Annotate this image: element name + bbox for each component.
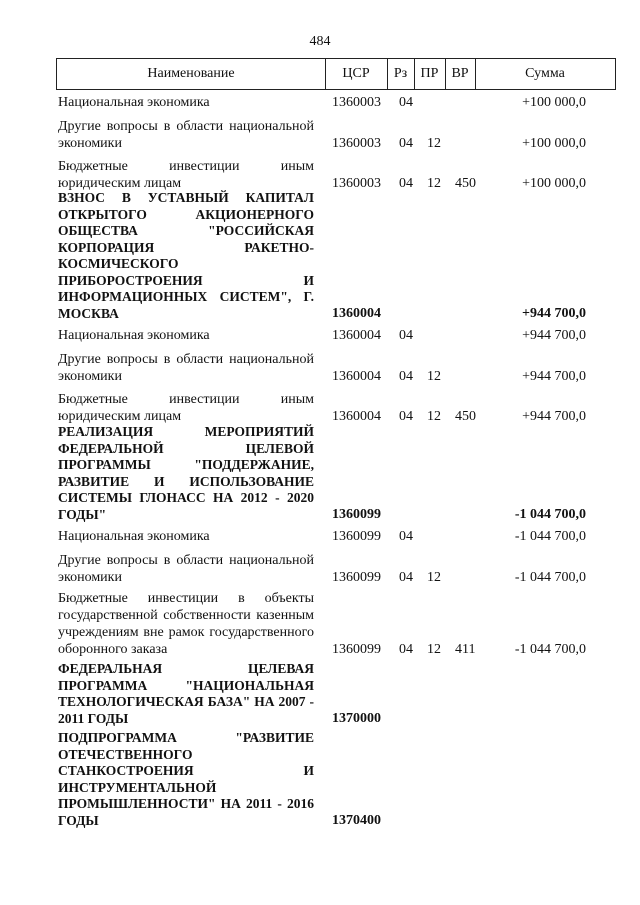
row-name: Национальная экономика [58, 529, 210, 544]
row-rz: 04 [399, 176, 413, 191]
row-sum: +944 700,0 [522, 369, 586, 384]
header-csr: ЦСР [325, 59, 388, 89]
row-pr: 12 [427, 570, 441, 585]
row-csr: 1360004 [332, 369, 381, 384]
table-header [56, 58, 616, 90]
header-sum: Сумма [525, 66, 565, 81]
row-csr: 1360004 [332, 328, 381, 343]
row-sum: -1 044 700,0 [514, 507, 586, 522]
row-name: ПОДПРОГРАММА "РАЗВИТИЕ ОТЕЧЕСТВЕННОГО СТАНКОСТРОЕНИЯ И ИНСТРУМЕНТАЛЬНОЙ ПРОМЫШЛЕННОСТИ" НА 2011 - 2016 ГОДЫ [58, 730, 314, 828]
row-name: Национальная экономика [58, 95, 210, 110]
row-vr: 450 [455, 409, 476, 424]
row-name: Другие вопросы в области национальной экономики [58, 119, 314, 151]
table-row [0, 117, 640, 152]
row-rz: 04 [399, 409, 413, 424]
row-pr: 12 [427, 369, 441, 384]
header-rz: Рз [387, 59, 415, 89]
row-sum: +944 700,0 [522, 328, 586, 343]
row-sum: +944 700,0 [522, 409, 586, 424]
row-name: Другие вопросы в области национальной экономики [58, 553, 314, 585]
row-vr: 450 [455, 176, 476, 191]
table-row [0, 390, 640, 425]
header-pr: ПР [414, 59, 446, 89]
row-sum: -1 044 700,0 [514, 529, 586, 544]
row-csr: 1360003 [332, 95, 381, 110]
table-row [0, 551, 640, 586]
row-rz: 04 [399, 642, 413, 657]
table-row [0, 157, 640, 192]
row-pr: 12 [427, 136, 441, 151]
row-csr: 1360003 [332, 136, 381, 151]
table-row-section [0, 424, 640, 523]
row-csr: 1360004 [332, 409, 381, 424]
row-sum: +944 700,0 [522, 306, 586, 321]
table-row-section [0, 731, 640, 829]
table-row [0, 350, 640, 385]
row-csr: 1370000 [332, 711, 381, 726]
table-row [0, 326, 640, 344]
row-csr: 1360099 [332, 642, 381, 657]
row-sum: -1 044 700,0 [514, 642, 586, 657]
row-name: Бюджетные инвестиции в объекты государственной собственности казенным учреждениям вне рамок государственного оборонного заказа [58, 591, 314, 657]
row-rz: 04 [399, 529, 413, 544]
table-row-section [0, 661, 640, 727]
table-row [0, 93, 640, 111]
table-row [0, 527, 640, 545]
row-name: ФЕДЕРАЛЬНАЯ ЦЕЛЕВАЯ ПРОГРАММА "НАЦИОНАЛЬНАЯ ТЕХНОЛОГИЧЕСКАЯ БАЗА" НА 2007 - 2011 ГОДЫ [58, 661, 314, 726]
row-rz: 04 [399, 136, 413, 151]
row-csr: 1360099 [332, 507, 381, 522]
row-sum: +100 000,0 [522, 136, 586, 151]
row-csr: 1360004 [332, 306, 381, 321]
row-sum: -1 044 700,0 [514, 570, 586, 585]
row-sum: +100 000,0 [522, 176, 586, 191]
row-vr: 411 [455, 642, 476, 657]
row-rz: 04 [399, 369, 413, 384]
row-pr: 12 [427, 176, 441, 191]
table-row-section [0, 190, 640, 322]
row-name: ВЗНОС В УСТАВНЫЙ КАПИТАЛ ОТКРЫТОГО АКЦИОНЕРНОГО ОБЩЕСТВА "РОССИЙСКАЯ КОРПОРАЦИЯ РАКЕТНО-КОСМИЧЕСКОГО ПРИБОРОСТРОЕНИЯ И ИНФОРМАЦИОННЫХ СИСТЕМ", Г. МОСКВА [58, 190, 314, 321]
row-rz: 04 [399, 328, 413, 343]
row-csr: 1370400 [332, 813, 381, 828]
page-number: 484 [309, 34, 331, 49]
row-sum: +100 000,0 [522, 95, 586, 110]
row-name: Национальная экономика [58, 328, 210, 343]
row-csr: 1360003 [332, 176, 381, 191]
table-row [0, 590, 640, 658]
row-pr: 12 [427, 642, 441, 657]
row-name: Бюджетные инвестиции иным юридическим лицам [58, 392, 314, 424]
row-name: Другие вопросы в области национальной экономики [58, 352, 314, 384]
header-name: Наименование [57, 59, 326, 89]
row-csr: 1360099 [332, 570, 381, 585]
row-name: Бюджетные инвестиции иным юридическим лицам [58, 159, 314, 191]
row-name: РЕАЛИЗАЦИЯ МЕРОПРИЯТИЙ ФЕДЕРАЛЬНОЙ ЦЕЛЕВОЙ ПРОГРАММЫ "ПОДДЕРЖАНИЕ, РАЗВИТИЕ И ИСПОЛЬЗОВАНИЕ СИСТЕМЫ ГЛОНАСС НА 2012 - 2020 ГОДЫ" [58, 424, 314, 522]
row-pr: 12 [427, 409, 441, 424]
row-rz: 04 [399, 570, 413, 585]
row-csr: 1360099 [332, 529, 381, 544]
header-vr: ВР [445, 59, 476, 89]
row-rz: 04 [399, 95, 413, 110]
